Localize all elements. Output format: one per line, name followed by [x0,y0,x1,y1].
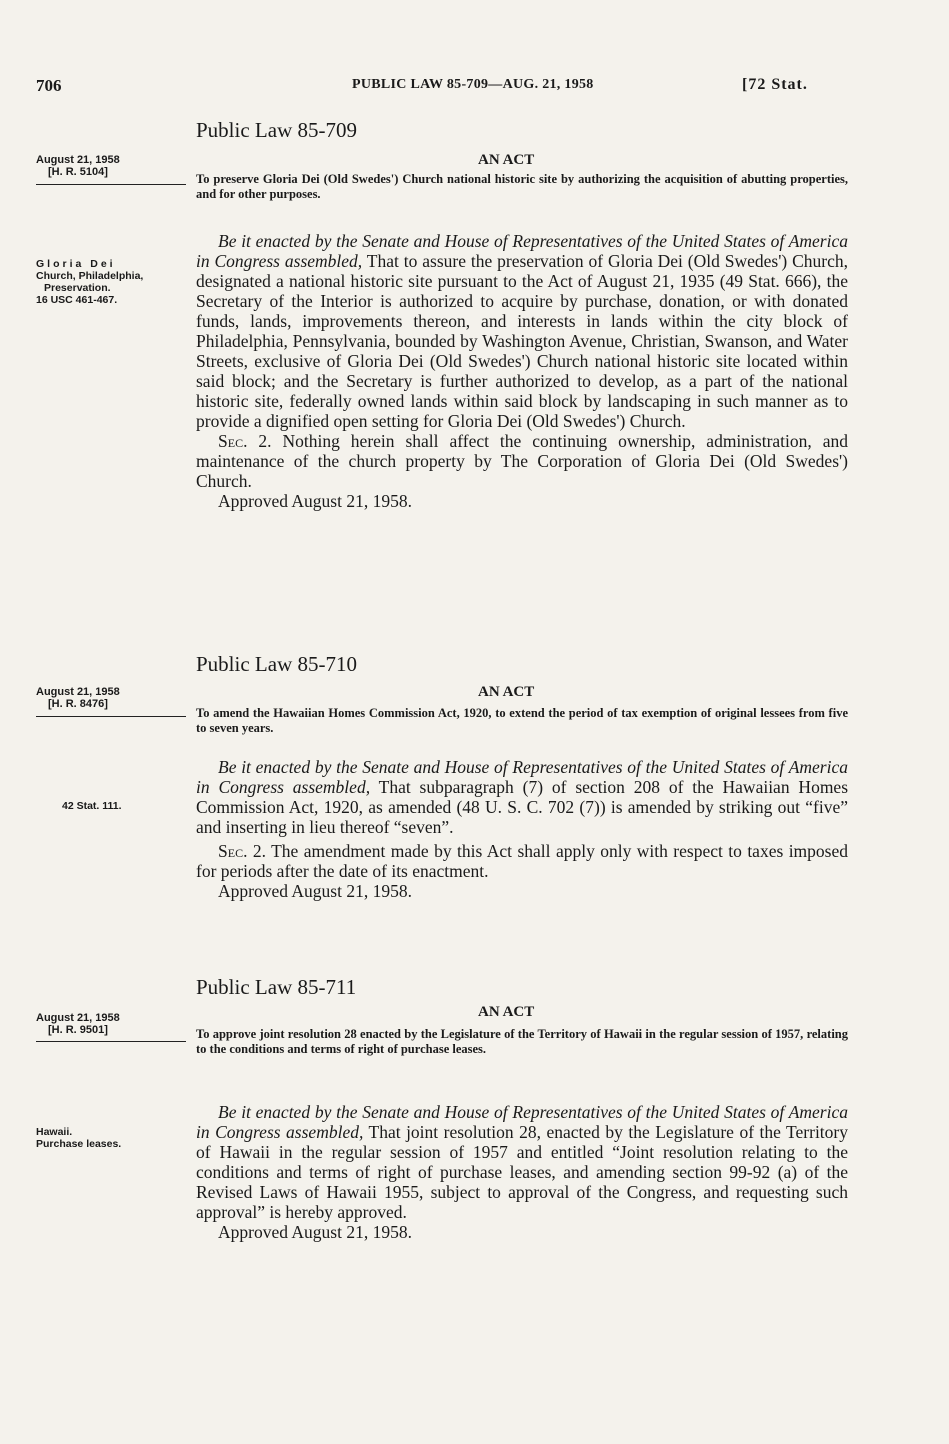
enacting-clause: Be it enacted by the Senate and House of Representatives of the United States of America in Congress assembled, [196,231,848,271]
volume-reference: [72 Stat. [742,76,808,93]
margin-note: Purchase leases. [36,1138,122,1150]
margin-note: 16 USC 461-467. [36,294,118,306]
bill-number: [H. R. 8476] [48,698,108,710]
law-body [196,1102,848,1242]
section-2-label: Sec. 2. [218,841,266,861]
approval-line: Approved August 21, 1958. [218,491,412,511]
enactment-date: August 21, 1958 [36,1012,120,1024]
law-title: Public Law 85-710 [196,652,357,676]
act-purpose: To amend the Hawaiian Homes Commission Act, 1920, to extend the period of tax exemption of original lessees from five to seven years. [196,706,848,735]
page-number: 706 [36,76,62,95]
an-act-heading: AN ACT [478,684,535,700]
an-act-heading: AN ACT [478,152,535,168]
section-2-text: The amendment made by this Act shall apply only with respect to taxes imposed for periods after the date of its enactment. [196,841,848,881]
margin-notes [36,1126,186,1150]
page-header [36,76,916,100]
enactment-date: August 21, 1958 [36,154,120,166]
bill-number: [H. R. 5104] [48,166,108,178]
margin-note: Gloria Dei [36,258,116,270]
law-title: Public Law 85-711 [196,975,357,999]
approval-line: Approved August 21, 1958. [218,1222,412,1242]
section-1-text: That to assure the preservation of Gloria Dei (Old Swedes') Church, designated a national historic site pursuant to the Act of August 21, 1935 (49 Stat. 666), the Secretary of the Interior is authorized to acquire by purchase, donation, or with donated funds, lands, improvements thereon, and interests in lands within the city block of Philadelphia, Pennsylvania, bounded by Washington Avenue, Christian, Swanson, and Water Streets, exclusive of Gloria Dei (Old Swedes') Church national historic site located within said block; and the Secretary is further authorized to develop, as a part of the national historic site, federally owned lands within said block by landscaping in such manner as to provide a dignified open setting for Gloria Dei (Old Swedes') Church. [196,251,848,431]
margin-rule [36,716,186,717]
section-2-label: Sec. 2. [218,431,272,451]
margin-rule [36,184,186,185]
act-purpose: To preserve Gloria Dei (Old Swedes') Church national historic site by authorizing the acquisition of abutting properties, and for other purposes. [196,172,848,201]
law-body [196,231,848,511]
margin-note: Church, Philadelphia, [36,270,144,282]
margin-note: Preservation. [44,282,111,294]
margin-note: Hawaii. [36,1126,73,1138]
margin-date [36,686,186,710]
enacting-clause: Be it enacted by the Senate and House of Representatives of the United States of America in Congress assembled, [196,1102,848,1142]
section-1-text: That joint resolution 28, enacted by the Legislature of the Territory of Hawaii in the regular session of 1957 and entitled “Joint resolution relating to the conditions and terms of right of purchase leases, and amending section 99-92 (a) of the Revised Laws of Hawaii 1955, subject to approval of the Congress, and requesting such approval” is hereby approved. [196,1122,848,1222]
margin-date [36,1012,186,1036]
act-purpose: To approve joint resolution 28 enacted by the Legislature of the Territory of Hawaii in the regular session of 1957, relating to the conditions and terms of right of purchase leases. [196,1027,848,1056]
bill-number: [H. R. 9501] [48,1024,108,1036]
section-2-text: Nothing herein shall affect the continuing ownership, administration, and maintenance of the church property by The Corporation of Gloria Dei (Old Swedes') Church. [196,431,848,491]
margin-rule [36,1041,186,1042]
law-body [196,757,848,901]
enacting-clause: Be it enacted by the Senate and House of Representatives of the United States of America in Congress assembled, [196,757,848,797]
an-act-heading: AN ACT [478,1004,535,1020]
margin-note: 42 Stat. 111. [62,800,122,812]
margin-date [36,154,186,178]
enactment-date: August 21, 1958 [36,686,120,698]
margin-notes [36,800,186,812]
section-1-text: That subparagraph (7) of section 208 of the Hawaiian Homes Commission Act, 1920, as amended (48 U. S. C. 702 (7)) is amended by striking out “five” and inserting in lieu thereof “seven”. [196,777,849,837]
law-title: Public Law 85-709 [196,118,357,142]
margin-notes [36,258,186,306]
approval-line: Approved August 21, 1958. [218,881,412,901]
running-head: PUBLIC LAW 85-709—AUG. 21, 1958 [352,77,594,92]
